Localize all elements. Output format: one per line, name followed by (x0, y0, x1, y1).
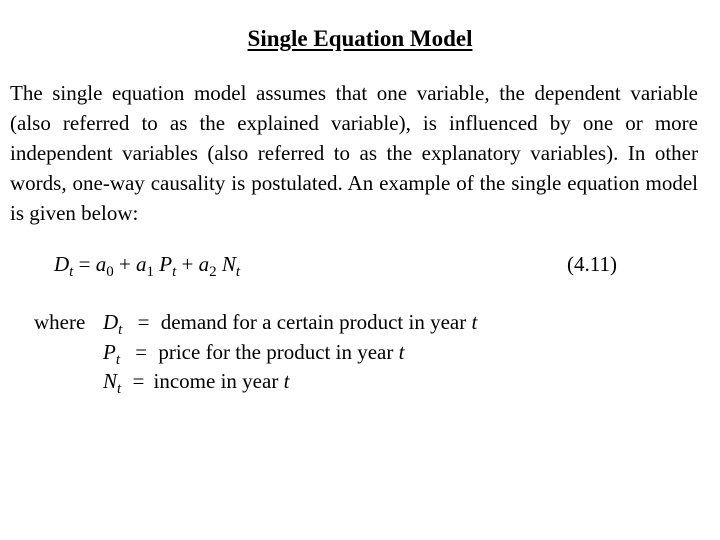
eq-lhs-var: D (54, 252, 70, 276)
eq-a0-sub: 0 (106, 264, 114, 280)
definition-row-income (103, 369, 290, 397)
eq-a2-sub: 2 (209, 264, 217, 280)
def-equals: = (135, 340, 148, 364)
eq-p-var: P (154, 252, 173, 276)
def-text: income in year (153, 369, 284, 393)
def-sub: t (118, 322, 123, 338)
def-sub: t (115, 352, 120, 368)
equation-number: (4.11) (567, 252, 617, 276)
def-equals: = (132, 369, 145, 393)
eq-a0-var: a (95, 252, 107, 276)
def-year-var: t (398, 340, 405, 364)
eq-a1-sub: 1 (146, 264, 155, 280)
eq-p-sub: t (172, 264, 177, 280)
def-var: P (103, 340, 116, 364)
def-var: D (103, 310, 119, 334)
where-label: where (34, 310, 86, 334)
equation-4-11 (54, 252, 241, 280)
eq-a1-var: a (136, 252, 147, 276)
eq-lhs-sub: t (69, 264, 74, 280)
def-year-var: t (283, 369, 290, 393)
def-year-var: t (471, 310, 478, 334)
def-var: N (103, 369, 118, 393)
eq-a2-var: a (198, 252, 210, 276)
eq-n-var: N (216, 252, 236, 276)
def-sub: t (117, 381, 122, 397)
definition-row-price (103, 340, 405, 368)
page-title: Single Equation Model (247, 26, 473, 51)
definition-row-demand (103, 310, 478, 338)
eq-plus-2: + (176, 252, 199, 276)
eq-plus-1: + (113, 252, 137, 276)
eq-equals: = (73, 252, 96, 276)
body-paragraph: The single equation model assumes that one variable, the dependent variable (also referred to as the explained variable), is influenced by one or more independent variables (also referred to as the explanatory variables). In other words, one-way causality is postulated. An example of the single equation model is given below: (10, 81, 698, 225)
def-text: demand for a certain product in year (160, 310, 472, 334)
def-text: price for the product in year (158, 340, 399, 364)
eq-n-sub: t (235, 264, 241, 280)
def-equals: = (137, 310, 150, 334)
